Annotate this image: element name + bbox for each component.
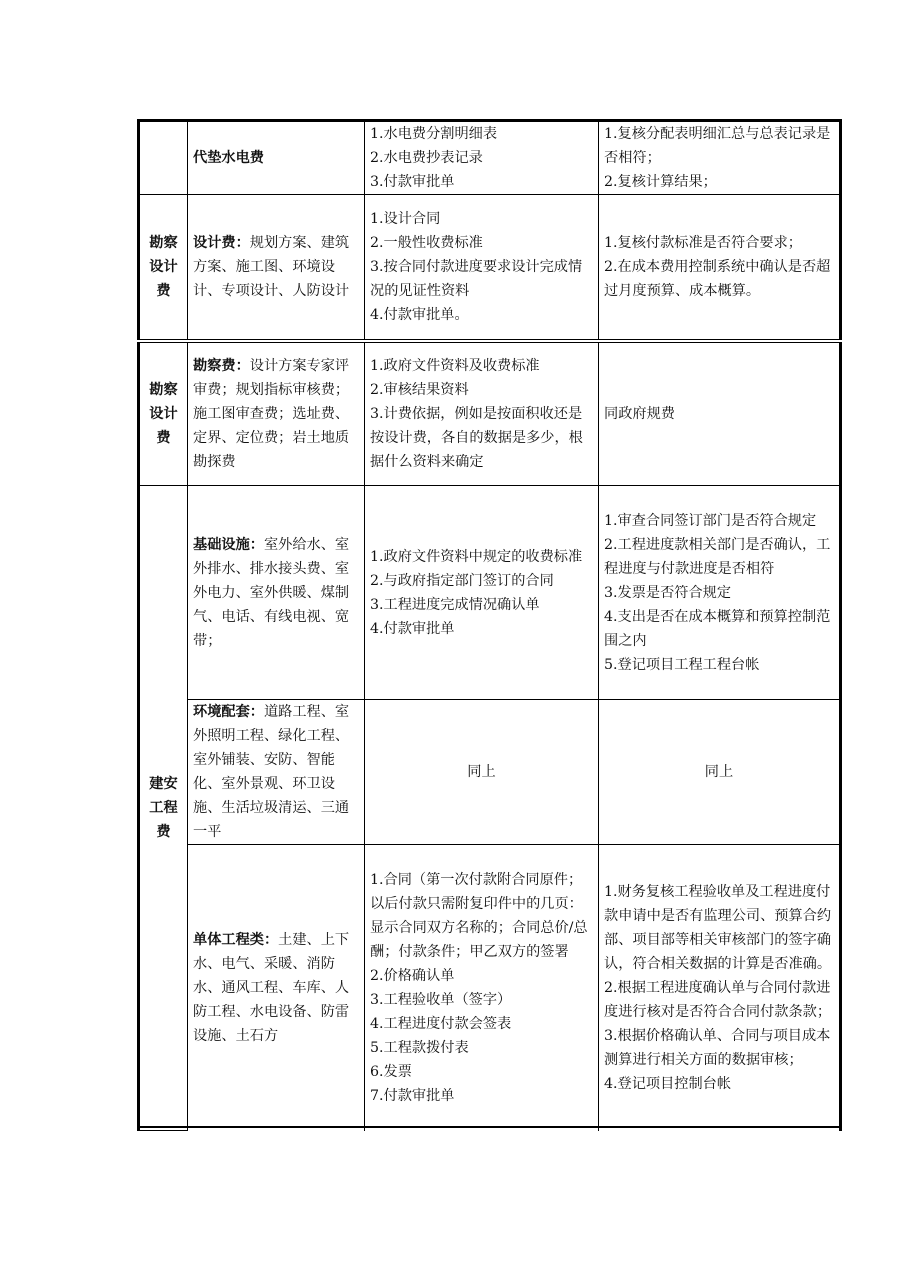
doc-line: 3.工程验收单（签字） [370, 991, 512, 1008]
doc-line: 1.政府文件资料及收费标准 [370, 357, 540, 374]
item-title: 环境配套： [193, 704, 264, 720]
item-cell [188, 845, 365, 1131]
doc-line: 1.合同（第一次付款附合同原件；以后付款只需附复印件中的几页：显示合同双方名称的；合同总价/总酬；付款条件；甲乙双方的签署 [370, 871, 588, 960]
doc-line: 3.按合同付款进度要求设计完成情况的见证性资料 [370, 258, 583, 299]
check-line: 1.复核分配表明细汇总与总表记录是否相符； [604, 126, 831, 166]
table-row-utility [139, 121, 841, 195]
table-row-environment [139, 700, 841, 845]
docs-cell [365, 700, 599, 845]
doc-line: 2.一般性收费标准 [370, 234, 483, 251]
check-line: 4.登记项目控制台帐 [604, 1075, 732, 1092]
table-row-survey-fee [139, 341, 841, 486]
doc-line: 3.计费依据，例如是按面积收还是按设计费，各自的数据是多少，根据什么资料来确定 [370, 405, 583, 470]
check-line: 2.工程进度款相关部门是否确认，工程进度与付款进度是否相符 [604, 536, 831, 577]
table-row-building [139, 845, 841, 1131]
check-line: 2.在成本费用控制系统中确认是否超过月度预算、成本概算。 [604, 258, 831, 299]
doc-line: 1.政府文件资料中规定的收费标准 [370, 548, 583, 565]
doc-line: 2.审核结果资料 [370, 381, 469, 398]
check-line: 2.复核计算结果； [604, 174, 717, 190]
doc-line: 2.水电费抄表记录 [370, 150, 483, 166]
docs-cell [365, 121, 599, 195]
item-title: 单体工程类： [193, 931, 279, 948]
doc-line: 4.付款审批单。 [370, 306, 469, 323]
table-bottom-border [137, 1126, 839, 1128]
docs-cell [365, 195, 599, 341]
item-detail: 室外给水、室外排水、排水接头费、室外电力、室外供暖、煤制气、电话、有线电视、宽带； [193, 536, 350, 649]
same-as-above: 同上 [704, 764, 734, 780]
doc-line: 3.工程进度完成情况确认单 [370, 596, 540, 613]
item-detail: 设计方案专家评审费；规划指标审核费；施工图审查费；选址费、定界、定位费；岩土地质勘探费 [193, 357, 350, 470]
doc-line: 6.发票 [370, 1063, 412, 1080]
check-line: 1.复核付款标准是否符合要求； [604, 234, 802, 251]
category-cell: 建安工程费 [139, 486, 188, 1131]
checks-cell [599, 700, 841, 845]
docs-cell [365, 845, 599, 1131]
check-line: 2.根据工程进度确认单与合同付款进度进行核对是否符合合同付款条款； [604, 979, 832, 1020]
check-line: 3.根据价格确认单、合同与项目成本测算进行相关方面的数据审核； [604, 1027, 831, 1068]
item-title: 设计费： [193, 234, 250, 251]
item-detail: 道路工程、室外照明工程、绿化工程、室外铺装、安防、智能化、室外景观、环卫设施、生活垃圾清运、三通一平 [193, 704, 350, 840]
doc-line: 4.付款审批单 [370, 620, 455, 637]
expense-control-table [137, 119, 842, 1131]
checks-cell [599, 845, 841, 1131]
table-row-design-fee [139, 195, 841, 341]
category-cell: 勘察设计费 [139, 341, 188, 486]
checks-cell [599, 341, 841, 486]
item-cell [188, 700, 365, 845]
doc-line: 2.与政府指定部门签订的合同 [370, 572, 554, 589]
category-cell-empty [139, 121, 188, 195]
doc-line: 3.付款审批单 [370, 174, 455, 190]
doc-line: 4.工程进度付款会签表 [370, 1015, 512, 1032]
item-detail: 土建、上下水、电气、采暖、消防水、通风工程、车库、人防工程、水电设备、防雷设施、土石方 [193, 931, 350, 1044]
checks-cell [599, 486, 841, 700]
category-cell: 勘察设计费 [139, 195, 188, 341]
same-as-above: 同上 [467, 764, 496, 780]
item-cell [188, 195, 365, 341]
check-line: 同政府规费 [604, 405, 675, 422]
item-cell [188, 486, 365, 700]
check-line: 3.发票是否符合规定 [604, 584, 732, 601]
doc-line: 7.付款审批单 [370, 1087, 455, 1104]
docs-cell [365, 486, 599, 700]
check-line: 4.支出是否在成本概算和预算控制范围之内 [604, 608, 831, 649]
doc-line: 1.水电费分割明细表 [370, 126, 498, 142]
checks-cell [599, 121, 841, 195]
item-detail: 规划方案、建筑方案、施工图、环境设计、专项设计、人防设计 [193, 234, 350, 299]
doc-line: 1.设计合同 [370, 210, 441, 227]
check-line: 1.财务复核工程验收单及工程进度付款申请中是否有监理公司、预算合约部、项目部等相关审核部门的签字确认，符合相关数据的计算是否准确。 [604, 883, 832, 972]
item-title: 代垫水电费 [193, 150, 264, 166]
item-title: 勘察费： [193, 357, 250, 374]
check-line: 5.登记项目工程工程台帐 [604, 656, 760, 673]
doc-line: 2.价格确认单 [370, 967, 455, 984]
docs-cell [365, 341, 599, 486]
item-title: 基础设施： [193, 536, 264, 553]
item-cell [188, 121, 365, 195]
checks-cell [599, 195, 841, 341]
item-cell [188, 341, 365, 486]
check-line: 1.审查合同签订部门是否符合规定 [604, 512, 817, 529]
table-row-infrastructure [139, 486, 841, 700]
doc-line: 5.工程款拨付表 [370, 1039, 469, 1056]
